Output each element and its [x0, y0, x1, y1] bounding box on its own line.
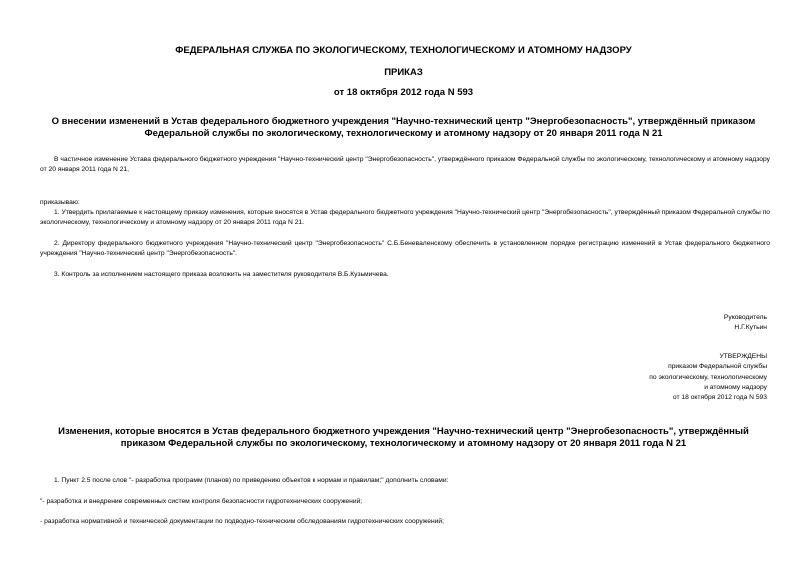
item-2-paragraph: 2. Директору федерального бюджетного учреждения "Научно-технический центр "Энергобезопасность" С.Б.Беневаленскому обеспечить в установленном порядке регистрацию изменений в Устав федерального бюджетного учреждения "Научно-технический центр "Энергобезопасность". [40, 240, 770, 257]
approval-line-1: УТВЕРЖДЕНЫ [719, 353, 767, 360]
signature-position: Руководитель [723, 314, 767, 321]
doc-title: О внесении изменений в Устав федерального бюджетного учреждения "Научно-технический центр "Энергобезопасность", утверждённый приказом Федеральной службы по экологическому, технологическому и атомному надзору от 20 января 2011 года N 21 [51, 116, 756, 139]
doc-type-heading: ПРИКАЗ [384, 67, 423, 78]
approval-line-3: по экологическому, технологическому [649, 374, 767, 381]
item-3-paragraph: 3. Контроль за исполнением настоящего приказа возложить на заместителя руководителя В.Б.Кузьмичева. [54, 271, 389, 278]
changes-line-2: "- разработка и внедрение современных систем контроля безопасности гидротехнических сооружений; [40, 498, 363, 505]
agency-heading: ФЕДЕРАЛЬНАЯ СЛУЖБА ПО ЭКОЛОГИЧЕСКОМУ, ТЕХНОЛОГИЧЕСКОМУ И АТОМНОМУ НАДЗОРУ [175, 45, 632, 56]
item-1-paragraph: 1. Утвердить прилагаемые к настоящему приказу изменения, которые вносятся в Устав федерального бюджетного учреждения "Научно-технический центр "Энергобезопасность", утверждённый приказом Федеральной службы по экологическому, технологическому и атомному надзору от 20 января 2011 года N 21. [40, 209, 770, 226]
changes-line-3: - разработка нормативной и технической документации по подводно-техническим обследованиям гидротехнических сооружений; [40, 518, 445, 525]
approval-line-2: приказом Федеральной службы [668, 363, 767, 370]
doc-date-number: от 18 октября 2012 года N 593 [333, 87, 474, 98]
preamble-paragraph: В частичное изменение Устава федерального бюджетного учреждения "Научно-технический центр "Энергобезопасность", утверждённого приказом Федеральной службы по экологическому, технологическому и атомному надзору от 20 января 2011 года N 21, [40, 156, 770, 173]
order-word: приказываю: [40, 199, 80, 206]
approval-line-4: и атомному надзору [704, 384, 767, 391]
changes-title: Изменения, которые вносятся в Устав федерального бюджетного учреждения "Научно-технический центр "Энергобезопасность", утверждённый приказом Федеральной службы по экологическому, технологическому и атомному надзору от 20 января 2011 года N 21 [58, 426, 749, 449]
changes-line-1: 1. Пункт 2.5 после слов "- разработка программ (планов) по приведению объектов к нормам и правилам;" дополнить словами: [54, 477, 449, 484]
approval-line-5: от 18 октября 2012 года N 593 [672, 394, 767, 401]
signature-name: Н.Г.Кутьин [734, 324, 767, 331]
